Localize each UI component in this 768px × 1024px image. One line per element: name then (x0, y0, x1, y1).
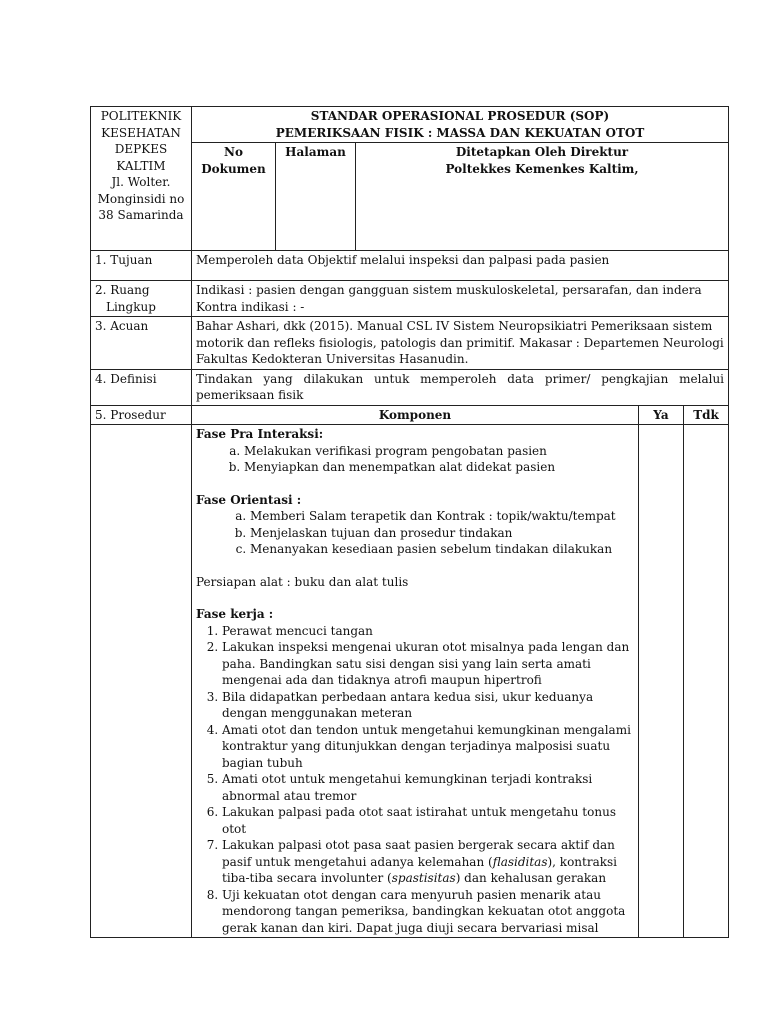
sop-title-cell (192, 107, 729, 143)
acuan-label: 3. Acuan (91, 317, 192, 370)
tdk-header: Tdk (684, 405, 729, 425)
no-dokumen-label: No (224, 145, 243, 159)
ditetapkan-label: Ditetapkan Oleh Direktur (455, 145, 629, 159)
institution-line: KESEHATAN (101, 125, 181, 140)
acuan-text: Bahar Ashari, dkk (2015). Manual CSL IV Sistem Neuropsikiatri Pemeriksaan sistem motorik dan refleks fisiologis, patologis dan primitif. Makasar : Departemen Neurologi Fakultas Kedokteran Universitas Hasanudin. (192, 317, 729, 370)
institution-line: POLITEKNIK (100, 109, 182, 123)
list-item: 6. Lakukan palpasi pada otot saat istirahat untuk mengetahu tonus otot (222, 804, 634, 837)
institution-line: 38 Samarinda (98, 208, 184, 222)
fase-pra-interaksi-title: Fase Pra Interaksi: (196, 427, 324, 441)
ditetapkan-cell (356, 143, 729, 251)
list-item: a. Melakukan verifikasi program pengobatan pasien (244, 443, 634, 460)
institution-cell (91, 107, 192, 251)
ya-check-cell[interactable] (639, 425, 684, 938)
list-item: 4. Amati otot dan tendon untuk mengetahui kemungkinan mengalami kontraktur yang ditunjukkan dengan terjadinya malposisi suatu bagian tubuh (222, 722, 634, 772)
indikasi-text: Indikasi : pasien dengan gangguan sistem muskuloskeletal, persarafan, dan indera (196, 283, 702, 297)
pra-interaksi-list (196, 443, 634, 476)
item7-italic: flasiditas (492, 854, 548, 869)
ya-header: Ya (639, 405, 684, 425)
institution-line: DEPKES (114, 142, 168, 156)
komponen-content (192, 425, 639, 938)
ruang-lingkup-label (91, 281, 192, 317)
sop-table (90, 106, 729, 938)
list-item: 5. Amati otot untuk mengetahui kemungkinan terjadi kontraksi abnormal atau tremor (222, 771, 634, 804)
list-item: 3. Bila didapatkan perbedaan antara kedua sisi, ukur keduanya dengan menggunakan meteran (222, 689, 634, 722)
ruang-lingkup-text (192, 281, 729, 317)
halaman-label: Halaman (285, 145, 346, 159)
list-item: b. Menjelaskan tujuan dan prosedur tindakan (250, 525, 634, 542)
ruang-lingkup-label-line: Lingkup (106, 299, 156, 314)
komponen-header: Komponen (192, 405, 639, 425)
halaman-cell (276, 143, 356, 251)
item7-text: ), kontraksi tiba-tiba secara involunter ( (222, 854, 618, 885)
persiapan-alat-text: Persiapan alat : buku dan alat tulis (196, 574, 409, 589)
orientasi-list (196, 508, 634, 558)
prosedur-label: 5. Prosedur (91, 405, 192, 425)
institution-line: Monginsidi no (97, 191, 185, 206)
no-dokumen-label: Dokumen (201, 161, 266, 176)
definisi-text: Tindakan yang dilakukan untuk memperoleh data primer/ pengkajian melalui pemeriksaan fisik (192, 369, 729, 405)
fase-kerja-title: Fase kerja : (196, 607, 274, 621)
sop-document (90, 106, 728, 938)
tdk-check-cell[interactable] (684, 425, 729, 938)
prosedur-blank (91, 425, 192, 938)
ditetapkan-label: Poltekkes Kemenkes Kaltim, (445, 161, 639, 176)
institution-line: Jl. Wolter. (111, 175, 171, 189)
list-item: 8. Uji kekuatan otot dengan cara menyuruh pasien menarik atau mendorong tangan pemeriksa, bandingkan kekuatan otot anggota gerak kanan dan kiri. Dapat juga diuji secara bervariasi misal (222, 887, 634, 937)
list-item (222, 837, 634, 887)
kerja-list (196, 623, 634, 937)
item7-text: ) dan kehalusan gerakan (455, 871, 607, 885)
kontra-indikasi-text: Kontra indikasi : - (196, 299, 305, 314)
definisi-label: 4. Definisi (91, 369, 192, 405)
sop-subtitle: PEMERIKSAAN FISIK : MASSA DAN KEKUATAN OTOT (275, 125, 645, 140)
list-item: 1. Perawat mencuci tangan (222, 623, 634, 640)
institution-line: KALTIM (116, 158, 166, 173)
no-dokumen-cell (192, 143, 276, 251)
tujuan-label: 1. Tujuan (91, 251, 192, 281)
list-item: b. Menyiapkan dan menempatkan alat didekat pasien (244, 459, 634, 476)
list-item: a. Memberi Salam terapetik dan Kontrak : topik/waktu/tempat (250, 508, 634, 525)
item7-text: Lakukan palpasi otot pasa saat pasien bergerak secara aktif dan pasif untuk mengetahui adanya kelemahan ( (222, 838, 615, 869)
tujuan-text: Memperoleh data Objektif melalui inspeksi dan palpasi pada pasien (192, 251, 729, 281)
ruang-lingkup-label-line: 2. Ruang (95, 283, 150, 297)
fase-orientasi-title: Fase Orientasi : (196, 492, 302, 507)
list-item: 2. Lakukan inspeksi mengenai ukuran otot misalnya pada lengan dan paha. Bandingkan satu sisi dengan sisi yang lain serta amati mengenai ada dan tidaknya atrofi maupun hipertrofi (222, 639, 634, 689)
list-item: c. Menanyakan kesediaan pasien sebelum tindakan dilakukan (250, 541, 634, 558)
sop-title: STANDAR OPERASIONAL PROSEDUR (SOP) (310, 109, 610, 123)
item7-italic: spastisitas (391, 871, 456, 885)
